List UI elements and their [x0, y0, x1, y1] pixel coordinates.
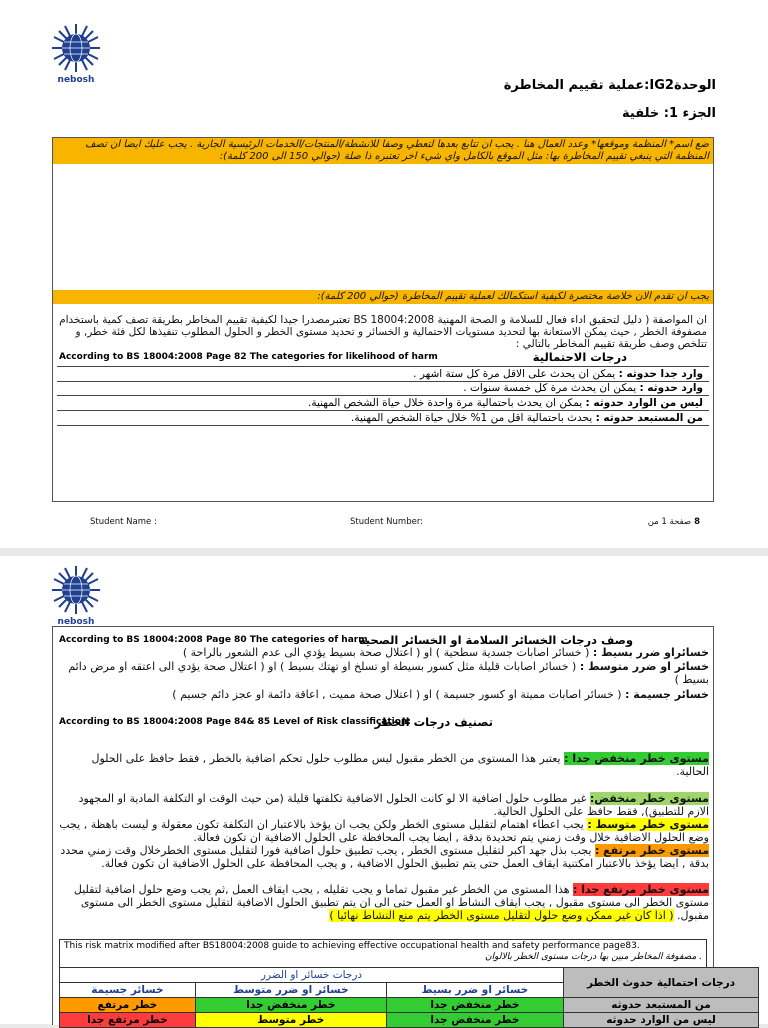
harm-title: وصف درجات الخسائر السلامة او الخسائر الصحية [358, 633, 633, 647]
likelihood-desc: يمكن ان يحدث مرة كل خمسة سنوات . [463, 382, 640, 394]
likelihood-desc: يمكن ان يحدث على الاقل مرة كل ستة اشهر . [413, 368, 619, 380]
page-total: 8 [694, 517, 700, 527]
likelihood-row-label: ليس من الوارد حدوثه [564, 1013, 759, 1028]
harm-desc: ( خسائر اصابات قليلة مثل كسور بسيطة او تسلخ او تهتك بسيط ) او ( اعتلال صحة يؤدي الى اعتقه او مرض دائم بسيط ) [68, 660, 709, 686]
page-number [648, 517, 700, 527]
risk-desc: هذا المستوى من الخطر غير مقبول تماما و يجب تقليله , يجب ايقاف العمل ,ثم يجب وضع حلول اضافية لتقليل مستوى الخطر الى مستوى مقبول , يجب ايقاف النشاط او العمل حتى الى ان يتم تطبيق الحلول الاضافية لتقليل مستوى الخطر الى مستوى مقبول. [73, 883, 709, 922]
harm-desc: ( خسائر اصابات مميتة او كسور جسيمة ) او ( اعتلال صحة مميت , اعاقة دائمة او عجز دائم جسيم ) [172, 688, 626, 701]
matrix-cell: خطر مرتفع جدا [60, 1013, 196, 1028]
globe-icon [50, 22, 102, 74]
risk-desc: يعتبر هذا المستوى من الخطر مقبول ليس مطلوب حلول تحكم اضافية بالخطر , فقط حافظ على الحلول الحالية. [91, 752, 709, 778]
likelihood-desc: يمكن ان يحدث باحتمالية مرة واحدة خلال حياة الشخص المهنية. [307, 397, 586, 409]
likelihood-row-label: من المستبعد حدوثه [564, 998, 759, 1013]
likelihood-term: وارد جدا حدوثه : [618, 368, 703, 380]
risk-desc: غير مطلوب حلول اضافية الا لو كانت الحلول الاضافية تكلفتها قليلة (من حيث الوقت او التكلفة المادية او المجهود الازم للتطبيق), فقط حافظ على الحلول الحالية. [78, 792, 709, 818]
risk-level-low [53, 792, 713, 818]
organisation-instruction: ضع اسم* المنظمة وموقعها* وعدد العمال هنا . يجب ان تتابع بعدها لتعطي وصفا للانشطة/المنتجات/الخدمات الرئيسية الجارية . يجب عليك ايضا ان تصف المنظمة التي ينبغي تقييم المخاطرة بها: مثل الموقع بالكامل واي شيء اخر تعتبره ذا صلة (حوالي 150 الى 200 كلمة): [53, 138, 713, 164]
matrix-note-en: This risk matrix modified after BS18004:2008 guide to achieving effective occupational health and safety performance page83. [64, 941, 640, 951]
risk-level-very-low [53, 752, 713, 778]
risk-note: ( اذا كان غير ممكن وضع حلول لتقليل مستوى الخطر يتم منع النشاط نهائيا ) [329, 909, 674, 922]
risk-term: مستوى خطر مرتفع جدا : [573, 883, 709, 896]
likelihood-title: درجات الاحتمالية [532, 350, 627, 364]
part-title: الجزء 1: خلفية [622, 106, 716, 121]
student-number-label: Student Number: [350, 517, 424, 527]
likelihood-row [57, 366, 709, 382]
summary-text: ان المواصفة ( دليل لتحقيق اداء فعال للسلامة و الصحة المهنية BS 18004:2008 تعتبرمصدرا جيدا لكيفية تقييم المخاطر بطريقة تصف كمية باستخدام مصفوفة الخطر , حيث يمكن الاستعانة بها لتحديد مستويات الاحتمالية و الخسائر و تحديد مستوى الخطر و الحلول المطلوب تنفيذها لكل فئة خطر, و تتلخص وصف طريقة تقييم المخاطر بالتالي : [59, 314, 707, 350]
logo-caption: nebosh [57, 617, 95, 624]
risk-term: مستوى خطر منخفض جدا : [564, 752, 709, 765]
harm-item [53, 646, 713, 659]
harm-item [53, 688, 713, 701]
risk-desc: يجب بذل جهد اكبر لتقليل مستوى الخطر , يجب تطبيق حلول اضافية فورا لتقليل مستوى الخطرخلال وقت زمني محدد بدقة , ايضا يؤخذ بالاعتبار امكتنية ايقاف العمل حتى يتم تطبيق الحلول الاضافية , و يجب المحافظة على الحلول الاضافية ان تكون فعالة. [60, 844, 709, 870]
harm-item [53, 660, 713, 686]
likelihood-block [53, 350, 713, 426]
risk-term: مستوى خطر متوسط : [587, 818, 709, 831]
harm-term: خسائراو ضرر بسيط : [592, 646, 709, 659]
likelihood-row [57, 381, 709, 396]
likelihood-row [57, 396, 709, 411]
risk-level-very-high [53, 883, 713, 922]
matrix-cell: خطر مرتفع [60, 998, 196, 1013]
harm-term: خسائر جسيمة : [625, 688, 709, 701]
risk-term: مستوى خطر مرتفع : [594, 844, 709, 857]
risk-term: مستوى خطر منخفض: [589, 792, 709, 805]
harm-header: درجات خسائر او الضرر [60, 968, 564, 983]
logo-caption: nebosh [57, 75, 95, 85]
globe-icon [50, 564, 102, 616]
likelihood-desc: يحدث باحتمالية اقل من 1% خلال حياة الشخص المهنية. [351, 412, 596, 424]
risk-desc: يجب اعطاء اهتمام لتقليل مستوى الخطر ولكن يجب ان يؤخذ بالاعتبار ان التكلفة تكون معقولة و ليست باهظة , يجب وضع الحلول الاضافية خلال وقت زمني يتم تحديدة بدقة , ايضا يجب المحافظة على الحلول الاضافية ان تكون فعالة. [59, 818, 709, 844]
harm-reference: According to BS 18004:2008 Page 80 The categories of harm [59, 635, 368, 645]
risk-section-box [52, 626, 736, 1026]
likelihood-reference: According to BS 18004:2008 Page 82 The categories for likelihood of harm [59, 352, 438, 362]
matrix-note-ar: . مصفوفة المخاطر مبين بها درجات مستوى الخطر بالالوان [484, 952, 702, 962]
document-page-2 [0, 556, 768, 1024]
page-label: صفحة 1 من [647, 517, 692, 527]
risk-reference: According to BS 18004:2008 Page 84& 85 Level of Risk classification: [59, 717, 411, 727]
harm-desc: ( خسائر اصابات جسدية سطحية ) او ( اعتلال صحة بسيط يؤدي الى عدم الشعور بالراحة ) [182, 646, 593, 659]
harm-term: خسائر او ضرر متوسط : [579, 660, 709, 673]
summary-instruction: يجب ان تقدم الان خلاصة مختصرة لكيفية استكمالك لعملية تقييم المخاطرة (حوالي 200 كلمة): [53, 290, 713, 304]
likelihood-row [57, 411, 709, 426]
risk-matrix-table [59, 967, 759, 1028]
matrix-cell: خطر منخفض جدا [195, 998, 386, 1013]
risk-title: تصنيف درجات الخطر [374, 715, 493, 729]
harm-col-header: خسائر او ضرر متوسط [195, 983, 386, 998]
likelihood-term: ليس من الوارد حدوثه : [585, 397, 703, 409]
background-section-box [52, 137, 714, 502]
unit-title: الوحدةIG2:عملية تقييم المخاطرة [503, 78, 716, 93]
matrix-cell: خطر متوسط [195, 1013, 386, 1028]
likelihood-header: درجات احتمالية حدوث الخطر [564, 968, 759, 998]
risk-level-high [53, 844, 713, 870]
nebosh-logo [50, 564, 102, 624]
harm-col-header: خسائر او ضرر بسيط [386, 983, 563, 998]
likelihood-term: من المستبعد حدوثه : [595, 412, 703, 424]
risk-level-medium [53, 818, 713, 844]
nebosh-logo [50, 22, 102, 85]
harm-col-header: خسائر جسيمة [60, 983, 196, 998]
matrix-cell: خطر منخفض جدا [386, 998, 563, 1013]
matrix-cell: خطر منخفض جدا [386, 1013, 563, 1028]
likelihood-term: وارد حدوثه : [639, 382, 703, 394]
student-name-label: Student Name : [90, 517, 157, 527]
organisation-answer-space[interactable] [53, 164, 713, 290]
